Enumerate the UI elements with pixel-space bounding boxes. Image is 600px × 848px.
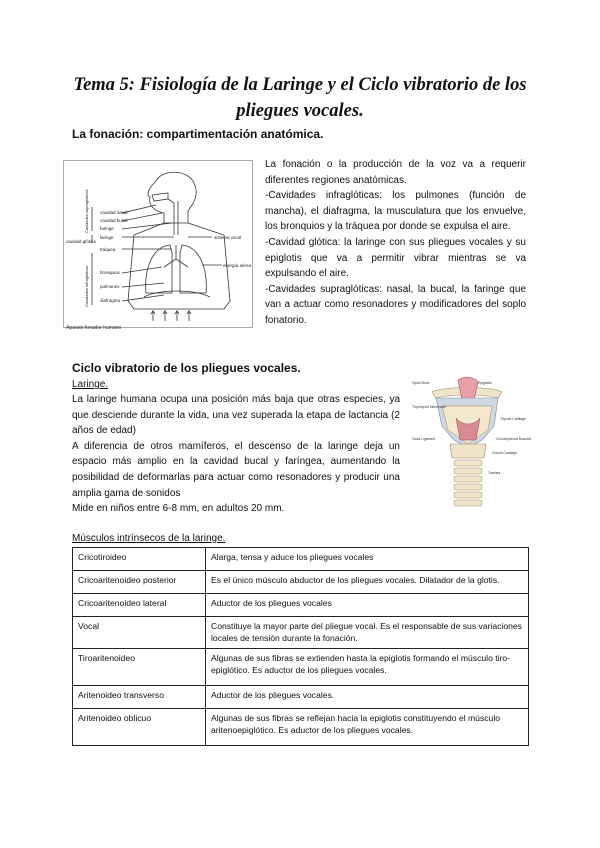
label-vocal-ligament: Vocal Ligament (412, 437, 436, 441)
label-trachea: Trachea (488, 471, 501, 475)
table-row (73, 594, 529, 617)
muscle-description: Constituye la mayor parte del pliegue vocal. Es el responsable de sus variaciones locales de tensión durante la fonación. (206, 617, 529, 649)
cricoid-cartilage (450, 444, 486, 458)
label-cavidad-bucal: cavidad bucal (100, 218, 128, 223)
muscle-name: Cricotiroideo (73, 548, 206, 571)
muscle-description: Es el único músculo abductor de los pliegues vocales. Dilatador de la glotis. (206, 571, 529, 594)
label-diafragma: diafragma (100, 298, 121, 303)
muscle-name: Vocal (73, 617, 206, 649)
paragraph: La laringe humana ocupa una posición más baja que otras especies, ya que desciende durante la vida, una vez superada la etapa de lactancia (2 años de edad) (72, 394, 400, 437)
paragraph: A diferencia de otros mamíferos, el descenso de la laringe deja un espacio más amplio en la cavidad bucal y faríngea, aumentando la posibilidad de deformarlas para actuar como resonadores y producir una amplia gama de sonidos (72, 440, 400, 499)
head-outline (148, 172, 196, 223)
muscles-heading: Músculos intrínsecos de la laringe. (72, 533, 226, 544)
label-sistema-vocal: sistema vocal (214, 235, 242, 240)
title-line-1: Tema 5: Fisiología de la Laringe y el Ciclo vibratorio de los (73, 75, 527, 95)
table-row (73, 548, 529, 571)
larynx-figure (412, 378, 532, 506)
label-bronquios: bronquios (100, 270, 120, 275)
figure-caption: Aparato fonador humano (66, 325, 122, 331)
label-cavidad-glotica: cavidad glótica (66, 239, 96, 244)
epiglottis (458, 377, 478, 400)
muscle-name: Cricoaritenoideo posterior (73, 571, 206, 594)
muscle-description: Aductor de los pliegues vocales. (206, 686, 529, 709)
table-row (73, 571, 529, 594)
muscle-name: Tiroaritenoideo (73, 649, 206, 686)
paragraph: -Cavidades infraglóticas: los pulmones (función de mancha), el diafragma, la musculatura que los envuelve, los bronquios y la tráquea por donde se expulsa el aire. (265, 190, 526, 233)
paragraph: La fonación o la producción de la voz va a requerir diferentes regiones anatómicas. (265, 159, 526, 186)
label-cavidad-nasal: cavidad nasal (100, 210, 128, 215)
label-energia-aerea: energía aérea (223, 263, 252, 268)
fonacion-text (265, 157, 526, 329)
muscle-description: Aductor de los pliegues vocales (206, 594, 529, 617)
title-line-2: pliegues vocales. (236, 101, 364, 121)
muscle-name: Aritenoideo oblicuo (73, 709, 206, 746)
label-pulmones: pulmones (100, 284, 120, 289)
muscles-table (72, 547, 529, 746)
muscle-description: Algunas de sus fibras se extienden hasta la epiglotis formando el músculo tiro-epiglótico. Es aductor de los pliegues vocales. (206, 649, 529, 686)
muscle-name: Aritenoideo transverso (73, 686, 206, 709)
phonation-apparatus-figure (63, 160, 253, 328)
paragraph: -Cavidades supraglóticas: nasal, la bucal, la faringe que van a actuar como resonadores y modificadores del soplo fonatorio. (265, 283, 526, 326)
label-faringe: faringe (100, 226, 114, 231)
label-infragloticas: Cavidades infraglóticas (84, 265, 89, 307)
label-thyrohyoid: Thyrohyoid Membrane (412, 405, 446, 409)
label-traquea: tráquea (100, 247, 116, 252)
muscle-description: Alarga, tensa y aduce los pliegues vocales (206, 548, 529, 571)
section-heading-fonacion: La fonación: compartimentación anatómica. (72, 127, 324, 141)
trachea (454, 460, 482, 506)
label-cricoarytenoid: Cricoarytenoid Muscles (496, 437, 532, 441)
paragraph: -Cavidad glótica: la laringe con sus pliegues vocales y su epiglotis que va a permitir vibrar mientras se va expulsando el aire. (265, 236, 526, 280)
subheading-laringe: Laringe. (72, 379, 109, 390)
label-hyoid: Hyoid Bone (412, 381, 430, 385)
label-cricoid: Cricoid Cartilage (492, 451, 518, 455)
muscle-description: Algunas de sus fibras se reflejan hacia la epiglotis constituyendo el músculo aritenoepiglótico. Es aductor de los pliegues vocales. (206, 709, 529, 746)
laringe-text (72, 392, 400, 517)
table-row (73, 649, 529, 686)
paragraph: Mide en niños entre 6-8 mm, en adultos 20 mm. (72, 503, 285, 515)
label-thyroid: Thyroid Cartilage (500, 417, 526, 421)
table-row (73, 709, 529, 746)
label-supragloticas: Cavidades supraglóticas (84, 189, 89, 233)
muscle-name: Cricoaritenoideo lateral (73, 594, 206, 617)
section-heading-ciclo: Ciclo vibratorio de los pliegues vocales. (72, 361, 301, 375)
table-row (73, 617, 529, 649)
table-row (73, 686, 529, 709)
page-title (70, 72, 530, 124)
label-epiglottis: Epiglottis (478, 381, 492, 385)
right-lung (180, 245, 206, 293)
label-laringe: laringe (100, 235, 114, 240)
